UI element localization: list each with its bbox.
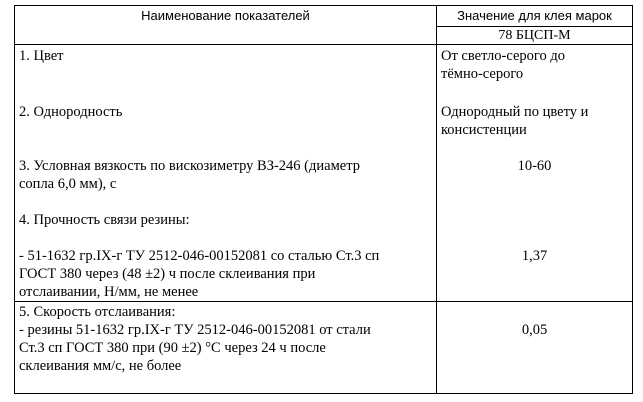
header-glue-grade: 78 БЦСП-М xyxy=(498,28,571,43)
row-bond-strength-detail-name: - 51-1632 гр.IX-г ТУ 2512-046-00152081 со сталью Ст.3 сп ГОСТ 380 через (48 ±2) ч после склеивания при отслаивании, Н/мм, не менее xyxy=(19,248,380,300)
row-viscosity-name: 3. Условная вязкость по вискозиметру ВЗ-246 (диаметр сопла 6,0 мм), с xyxy=(19,158,360,192)
row-color-value: От светло-серого до тёмно-серого xyxy=(441,48,565,82)
table-row-group-1 xyxy=(15,45,633,302)
header-value-label: Значение для клея марок xyxy=(457,8,612,23)
indicators-cell xyxy=(15,45,437,302)
header-value-top xyxy=(437,6,633,27)
peel-rate-name-cell: 5. Скорость отслаивания: - резины 51-1632 гр.IX-г ТУ 2512-046-00152081 от стали Ст.3 сп ГОСТ 380 при (90 ±2) °С через 24 ч после склеивания мм/с, не более xyxy=(15,302,437,394)
peel-rate-value: 0,05 xyxy=(521,322,548,338)
header-indicators xyxy=(15,6,437,45)
properties-table xyxy=(14,5,633,394)
row-bond-strength-name: 4. Прочность связи резины: xyxy=(19,212,190,228)
row-viscosity-value: 10-60 xyxy=(517,158,552,174)
row-bond-strength-value: 1,37 xyxy=(521,248,548,264)
row-color-name: 1. Цвет xyxy=(19,48,64,64)
row-uniformity-value: Однородный по цвету и консистенции xyxy=(441,104,589,138)
peel-rate-value-cell xyxy=(437,302,633,394)
header-row xyxy=(15,6,633,27)
header-indicators-label: Наименование показателей xyxy=(141,8,310,23)
values-cell xyxy=(437,45,633,302)
header-value-bottom xyxy=(437,27,633,45)
row-uniformity-name: 2. Однородность xyxy=(19,104,123,120)
table-row-peel-rate xyxy=(15,302,633,394)
